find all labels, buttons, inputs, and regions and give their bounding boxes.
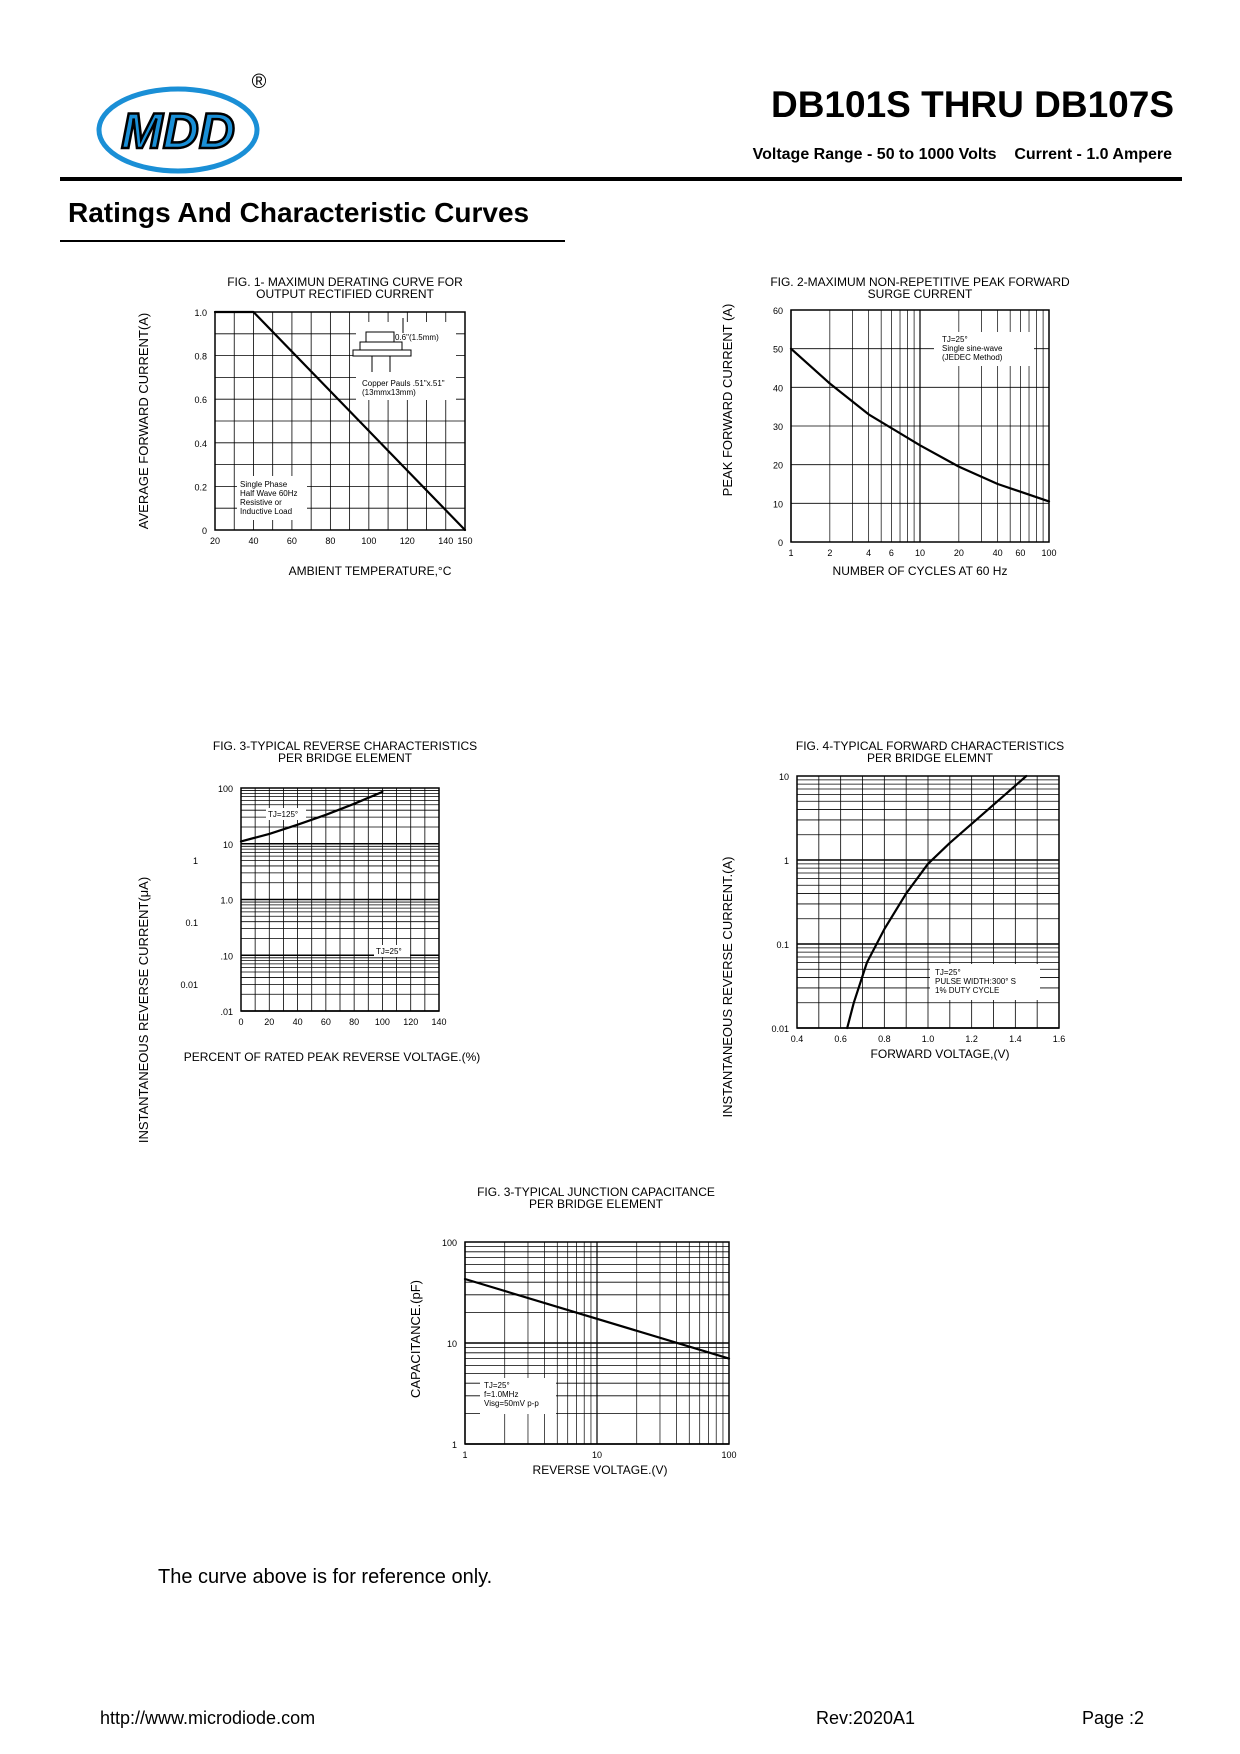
x-axis-label: FORWARD VOLTAGE,(V) <box>870 1047 1010 1061</box>
chart-fig4 <box>720 739 1065 1118</box>
x-tick-label: 100 <box>361 536 377 546</box>
x-tick-label: 1 <box>462 1450 468 1460</box>
y-tick-label: 0.1 <box>776 940 789 950</box>
x-tick-label: 0 <box>238 1017 244 1027</box>
y-tick-label: .10 <box>220 951 233 962</box>
x-tick-label: 1.2 <box>965 1034 978 1044</box>
chart-fig5 <box>408 1185 737 1477</box>
y-tick-label: 10 <box>446 1339 457 1349</box>
y-tick-label: .01 <box>220 1007 233 1017</box>
legend-text: PULSE WIDTH:300° S <box>935 977 1016 986</box>
footer-url[interactable]: http://www.microdiode.com <box>100 1708 316 1728</box>
y-axis-label: AVERAGE FORWARD CURRENT(A) <box>136 312 151 530</box>
y-tick-label: 0.01 <box>771 1024 789 1034</box>
series-label-tj125: TJ=125° <box>268 810 299 819</box>
legend-text: Resistive or <box>240 498 282 507</box>
legend-text: TJ=25° <box>935 968 961 977</box>
y-axis-label: CAPACITANCE.(pF) <box>408 1280 423 1398</box>
legend-text: TJ=25° <box>942 335 968 344</box>
x-tick-label: 10 <box>914 548 926 558</box>
chart-title: FIG. 2-MAXIMUM NON-REPETITIVE PEAK FORWARD <box>770 275 1070 289</box>
legend-box <box>930 964 1040 1000</box>
x-tick-label: 0.4 <box>790 1034 804 1044</box>
legend-box <box>480 1378 556 1414</box>
outer-y-tick-label: 1 <box>192 856 198 866</box>
y-tick-label: 1.0 <box>220 895 233 906</box>
voltage-range: Voltage Range - 50 to 1000 Volts <box>752 146 997 163</box>
y-tick-label: 1.0 <box>194 308 207 318</box>
y-tick-label: 30 <box>772 422 783 432</box>
inset-shape <box>360 342 402 350</box>
inset-text: (13mmx13mm) <box>362 388 416 397</box>
x-tick-label: 0.6 <box>834 1034 847 1044</box>
y-tick-label: 0 <box>777 538 783 548</box>
grid <box>241 788 439 1011</box>
chart-title: FIG. 3-TYPICAL REVERSE CHARACTERISTICS <box>212 739 478 753</box>
x-axis-label: PERCENT OF RATED PEAK REVERSE VOLTAGE.(%) <box>183 1050 481 1064</box>
footer-revision: Rev:2020A1 <box>816 1708 916 1728</box>
x-tick-label: 1.0 <box>921 1034 935 1044</box>
y-tick-label: 0 <box>201 526 207 536</box>
document-title: DB101S THRU DB107S <box>770 84 1174 125</box>
y-tick-label: 100 <box>441 1238 457 1248</box>
x-tick-label: 120 <box>399 536 415 546</box>
y-tick-label: 50 <box>772 344 783 355</box>
inset-shape <box>366 332 394 342</box>
y-axis-label: INSTANTANEOUS REVERSE CURRENT.(A) <box>720 856 735 1118</box>
logo-text: MDD <box>121 103 235 159</box>
y-axis-label: INSTANTANEOUS REVERSE CURRENT(μA) <box>136 876 151 1144</box>
reference-note: The curve above is for reference only. <box>158 1566 493 1588</box>
outer-y-tick-label: 0.01 <box>180 980 198 990</box>
section-title: Ratings And Characteristic Curves <box>68 197 530 228</box>
x-tick-label: 4 <box>866 548 872 558</box>
chart-subtitle: OUTPUT RECTIFIED CURRENT <box>256 287 434 301</box>
y-tick-label: 0.6 <box>194 395 207 406</box>
heatsink-inset <box>353 318 456 400</box>
legend-text: Inductive Load <box>240 507 293 516</box>
chart-fig3 <box>136 739 480 1143</box>
chart-fig2 <box>720 275 1070 578</box>
x-tick-label: 60 <box>320 1017 331 1027</box>
x-tick-label: 1.4 <box>1009 1034 1022 1044</box>
y-tick-label: 10 <box>772 499 783 510</box>
legend-text: 1% DUTY CYCLE <box>935 986 1000 995</box>
y-tick-label: 0.4 <box>194 438 207 449</box>
y-tick-label: 1 <box>783 856 789 866</box>
x-tick-label: 20 <box>264 1017 275 1027</box>
x-axis-label: AMBIENT TEMPERATURE,°C <box>288 564 452 578</box>
x-tick-label: 100 <box>1041 548 1057 558</box>
x-tick-label: 0.8 <box>878 1034 891 1044</box>
x-tick-label: 140 <box>431 1017 447 1027</box>
x-tick-label: 100 <box>721 1450 737 1460</box>
y-axis-label: PEAK FORWARD CURRENT (A) <box>720 303 735 497</box>
x-tick-label: 40 <box>248 536 259 546</box>
inset-dimension: 0.6"(1.5mm) <box>395 333 439 342</box>
x-axis-label: NUMBER OF CYCLES AT 60 Hz <box>832 564 1008 578</box>
chart-subtitle: SURGE CURRENT <box>867 287 973 301</box>
y-tick-label: 40 <box>772 383 783 394</box>
x-tick-label: 2 <box>827 548 833 558</box>
chart-subtitle: PER BRIDGE ELEMENT <box>528 1197 664 1211</box>
x-tick-label: 100 <box>374 1017 390 1027</box>
registered-mark: ® <box>251 71 266 93</box>
x-tick-label: 80 <box>349 1017 360 1027</box>
chart-title: FIG. 3-TYPICAL JUNCTION CAPACITANCE <box>477 1185 715 1199</box>
y-tick-label: 0.8 <box>194 351 207 362</box>
x-axis-label: REVERSE VOLTAGE.(V) <box>532 1463 668 1477</box>
legend-text: f=1.0MHz <box>484 1390 519 1399</box>
legend-text: Visg=50mV p-p <box>484 1399 539 1408</box>
y-tick-label: 60 <box>772 306 783 316</box>
current-rating: Current - 1.0 Ampere <box>1014 146 1172 163</box>
legend-text: TJ=25° <box>484 1381 510 1390</box>
x-tick-label: 6 <box>888 548 894 558</box>
x-tick-label: 20 <box>209 536 221 546</box>
legend-text: Half Wave 60Hz <box>240 489 298 498</box>
x-tick-label: 60 <box>1015 548 1026 558</box>
y-tick-label: 20 <box>772 460 783 471</box>
x-tick-label: 150 <box>457 536 473 546</box>
legend-text: Single Phase <box>240 480 288 489</box>
x-tick-label: 20 <box>953 548 964 558</box>
footer-page-number: Page :2 <box>1082 1708 1145 1728</box>
y-tick-label: 100 <box>217 784 233 794</box>
outer-y-tick-label: 0.1 <box>185 918 198 928</box>
x-tick-label: 1 <box>788 548 794 558</box>
x-tick-label: 40 <box>992 548 1003 558</box>
x-tick-label: 80 <box>325 536 336 546</box>
x-tick-label: 120 <box>403 1017 419 1027</box>
series-label-tj25: TJ=25° <box>376 947 402 956</box>
chart-fig1 <box>136 275 473 578</box>
x-tick-label: 1.6 <box>1052 1034 1066 1044</box>
legend-box <box>237 476 307 520</box>
legend-box <box>934 332 1034 366</box>
inset-shape <box>353 350 411 356</box>
x-tick-label: 40 <box>292 1017 303 1027</box>
chart-subtitle: PER BRIDGE ELEMNT <box>866 751 994 765</box>
x-tick-label: 60 <box>286 536 297 546</box>
y-tick-label: 1 <box>451 1440 457 1450</box>
y-tick-label: 10 <box>222 839 233 850</box>
legend-text: Single sine-wave <box>942 344 1003 353</box>
chart-title: FIG. 1- MAXIMUN DERATING CURVE FOR <box>227 275 463 289</box>
y-tick-label: 0.2 <box>194 482 207 493</box>
x-tick-label: 140 <box>438 536 454 546</box>
chart-subtitle: PER BRIDGE ELEMENT <box>277 751 413 765</box>
y-tick-label: 10 <box>778 772 789 782</box>
x-tick-label: 10 <box>591 1450 603 1460</box>
legend-text: (JEDEC Method) <box>942 353 1003 362</box>
chart-title: FIG. 4-TYPICAL FORWARD CHARACTERISTICS <box>795 739 1065 753</box>
inset-text: Copper Pauls .51"x.51" <box>362 379 445 388</box>
